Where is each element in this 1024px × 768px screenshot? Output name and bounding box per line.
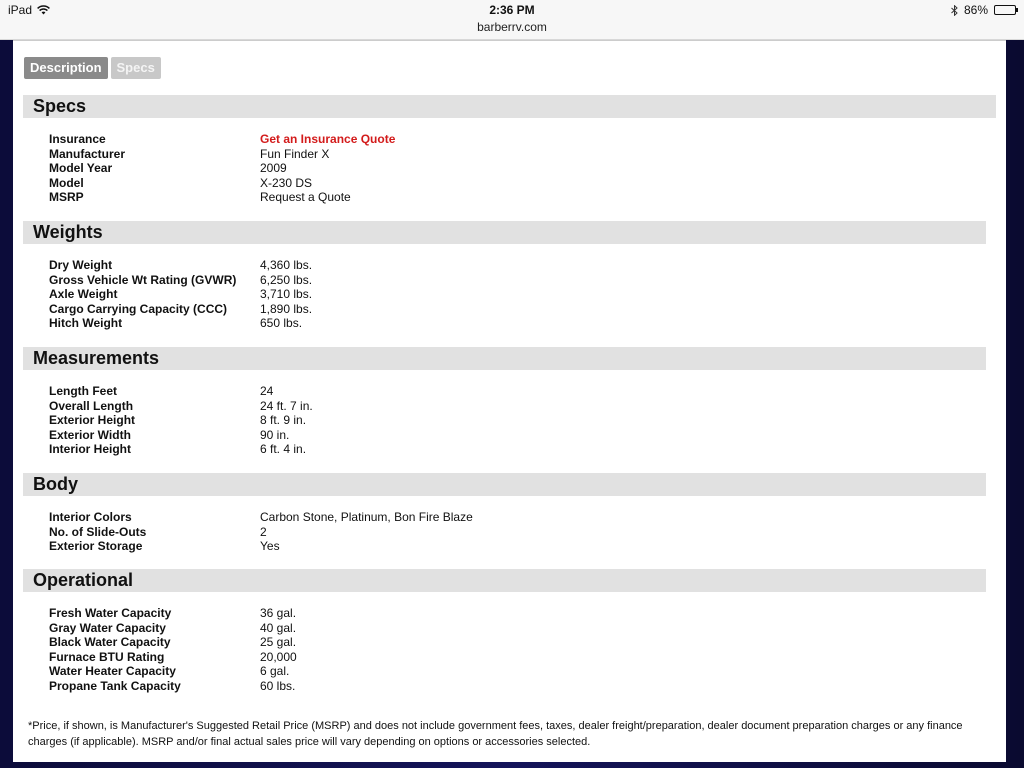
spec-value: 36 gal. <box>260 606 297 620</box>
address-bar-url[interactable]: barberrv.com <box>477 20 547 34</box>
spec-value: Yes <box>260 539 280 554</box>
spec-rows <box>49 606 986 694</box>
spec-value: 4,360 lbs. <box>260 258 313 272</box>
spec-row <box>49 176 996 191</box>
section-title: Measurements <box>23 347 986 370</box>
spec-value: 2 <box>260 524 267 539</box>
spec-row <box>49 621 986 636</box>
spec-row <box>49 539 986 554</box>
spec-label: Exterior Height <box>49 413 136 428</box>
spec-row <box>49 679 986 694</box>
spec-value: 90 in. <box>260 427 290 442</box>
section-weights <box>23 221 986 331</box>
spec-value: 60 lbs. <box>260 678 296 693</box>
spec-row <box>49 664 986 679</box>
spec-rows <box>49 258 986 331</box>
device-name: iPad <box>8 3 33 17</box>
spec-label: Length Feet <box>49 384 117 398</box>
spec-value: 8 ft. 9 in. <box>260 413 307 428</box>
spec-label: Black Water Capacity <box>49 635 171 650</box>
ios-status-bar <box>0 0 1024 40</box>
battery-percent: 86% <box>963 3 988 17</box>
section-specs <box>23 95 996 205</box>
spec-row <box>49 302 986 317</box>
spec-label: Water Heater Capacity <box>49 664 176 679</box>
spec-row <box>49 428 986 443</box>
spec-row <box>49 399 986 414</box>
spec-value: 40 gal. <box>260 620 297 635</box>
spec-label: Interior Height <box>49 442 132 457</box>
spec-value: Fun Finder X <box>260 146 330 161</box>
section-body <box>23 473 986 554</box>
spec-row <box>49 258 986 273</box>
spec-row <box>49 273 986 288</box>
battery-icon <box>994 5 1016 15</box>
spec-row <box>49 525 986 540</box>
spec-value: 6 ft. 4 in. <box>260 442 307 457</box>
spec-label: Cargo Carrying Capacity (CCC) <box>49 301 228 316</box>
spec-label: Gray Water Capacity <box>49 620 166 635</box>
bluetooth-icon <box>951 5 958 16</box>
spec-value: 6 gal. <box>260 664 290 679</box>
spec-row <box>49 442 986 457</box>
spec-label: Exterior Storage <box>49 539 143 554</box>
spec-value: 24 ft. 7 in. <box>260 398 313 413</box>
spec-value: 1,890 lbs. <box>260 301 313 316</box>
spec-label: Dry Weight <box>49 258 113 272</box>
spec-value: 25 gal. <box>260 635 297 650</box>
spec-value: 20,000 <box>260 649 297 664</box>
spec-row <box>49 606 986 621</box>
spec-row <box>49 147 996 162</box>
spec-label: Gross Vehicle Wt Rating (GVWR) <box>49 272 237 287</box>
spec-label: Interior Colors <box>49 510 132 524</box>
spec-value: 3,710 lbs. <box>260 287 313 302</box>
web-page <box>13 40 1006 762</box>
section-title: Weights <box>23 221 986 244</box>
spec-row <box>49 316 986 331</box>
spec-value: 2009 <box>260 161 287 176</box>
spec-value: Carbon Stone, Platinum, Bon Fire Blaze <box>260 510 473 524</box>
clock: 2:36 PM <box>489 3 535 17</box>
spec-value: 650 lbs. <box>260 316 303 331</box>
spec-rows <box>49 510 986 554</box>
spec-value: 24 <box>260 384 274 398</box>
spec-label: Propane Tank Capacity <box>49 678 181 693</box>
status-right <box>951 3 1016 17</box>
spec-label: Overall Length <box>49 398 134 413</box>
spec-value: 6,250 lbs. <box>260 272 313 287</box>
spec-label: Insurance <box>49 132 106 146</box>
spec-label: Hitch Weight <box>49 316 123 331</box>
spec-row <box>49 510 986 525</box>
spec-rows <box>49 384 986 457</box>
spec-label: Manufacturer <box>49 146 126 161</box>
msrp-disclaimer: *Price, if shown, is Manufacturer's Suggested Retail Price (MSRP) and does not include government fees, taxes, dealer freight/preparation, dealer document preparation charges or any finance charges (if applicable). MSRP and/or final actual sales price will vary depending on options or accessories selected. <box>28 720 963 748</box>
spec-row <box>49 413 986 428</box>
spec-row <box>49 384 986 399</box>
spec-value: Request a Quote <box>260 190 351 205</box>
spec-label: Model <box>49 175 84 190</box>
spec-row <box>49 287 986 302</box>
section-title: Operational <box>23 569 986 592</box>
spec-label: MSRP <box>49 190 84 205</box>
spec-label: Model Year <box>49 161 113 176</box>
spec-rows <box>49 132 996 205</box>
spec-label: Furnace BTU Rating <box>49 649 165 664</box>
section-operational <box>23 569 986 694</box>
tab-specs[interactable]: Specs <box>111 57 161 79</box>
spec-row <box>49 161 996 176</box>
spec-label: Exterior Width <box>49 427 131 442</box>
section-title: Specs <box>23 95 996 118</box>
spec-row <box>49 650 986 665</box>
spec-row <box>49 635 986 650</box>
spec-row <box>49 190 996 205</box>
section-measurements <box>23 347 986 457</box>
section-title: Body <box>23 473 986 496</box>
insurance-quote-link[interactable]: Get an Insurance Quote <box>260 132 396 146</box>
spec-value: X-230 DS <box>260 175 313 190</box>
tab-description[interactable]: Description <box>24 57 108 79</box>
spec-label: Axle Weight <box>49 287 118 302</box>
spec-label: Fresh Water Capacity <box>49 606 172 620</box>
spec-row-insurance <box>49 132 996 147</box>
spec-label: No. of Slide-Outs <box>49 524 147 539</box>
tab-bar <box>24 57 161 79</box>
